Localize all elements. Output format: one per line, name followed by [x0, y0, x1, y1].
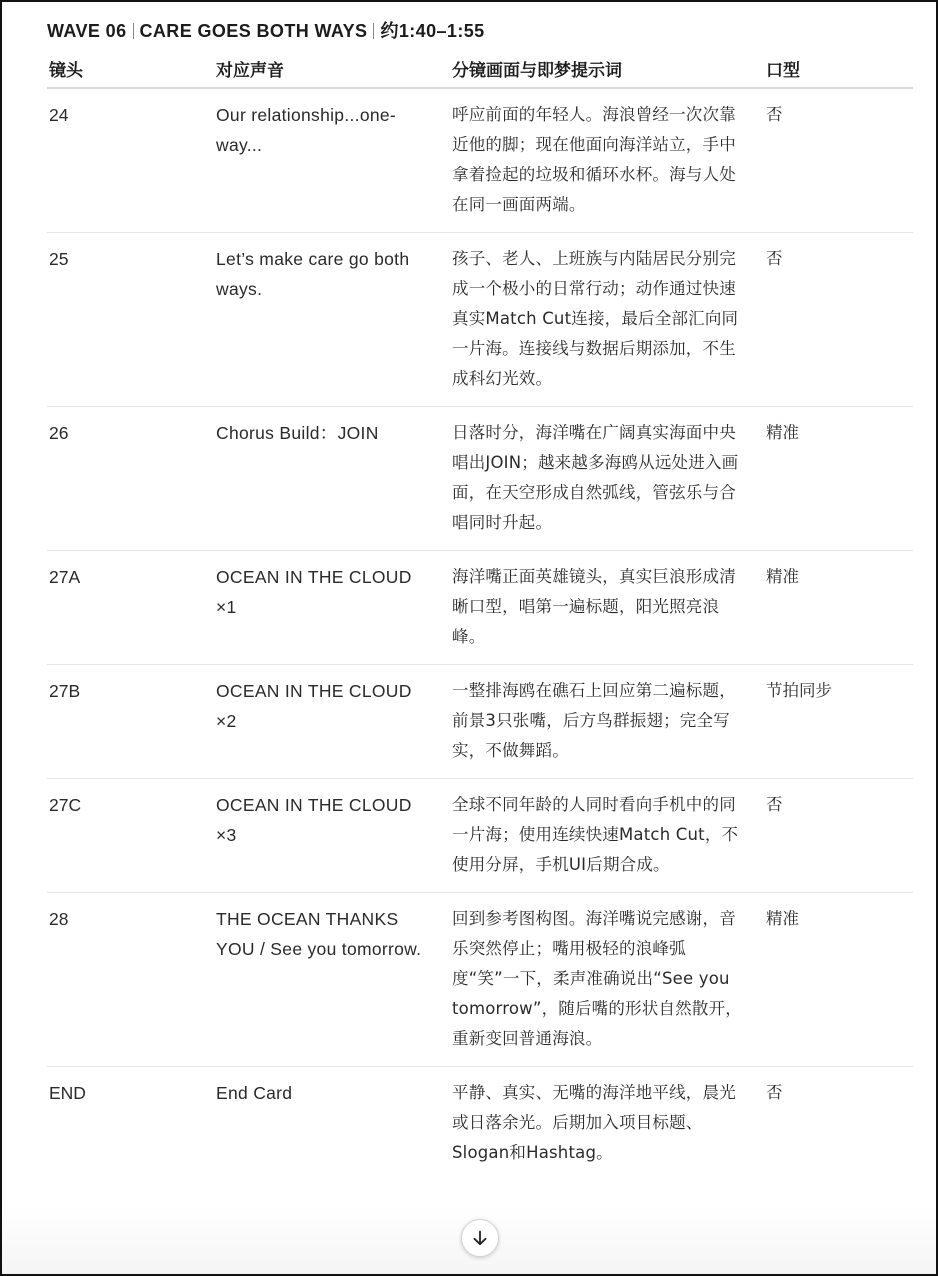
shot-cell: 25: [47, 233, 214, 407]
voice-cell: Our relationship...one-way...: [214, 88, 450, 233]
description-cell: 一整排海鸥在礁石上回应第二遍标题，前景3只张嘴，后方鸟群振翅；完全写实，不做舞蹈。: [450, 665, 764, 779]
voice-cell: OCEAN IN THE CLOUD ×1: [214, 551, 450, 665]
scroll-to-bottom-button[interactable]: [461, 1219, 499, 1257]
section-heading: [47, 16, 913, 46]
column-header-lipsync: 口型: [764, 52, 913, 88]
section-title: CARE GOES BOTH WAYS: [139, 21, 368, 41]
shot-cell: 27B: [47, 665, 214, 779]
shot-cell: END: [49, 1083, 86, 1103]
lipsync-cell: 节拍同步: [764, 665, 913, 779]
column-header-description: 分镜画面与即梦提示词: [450, 52, 764, 88]
shot-cell: 26: [47, 407, 214, 551]
table-row: [47, 551, 913, 665]
column-header-voice: 对应声音: [214, 52, 450, 88]
lipsync-cell: 精准: [764, 551, 913, 665]
lipsync-cell: 否: [766, 1083, 783, 1102]
table-row: [47, 407, 913, 551]
column-header-shot: 镜头: [47, 52, 214, 88]
lipsync-cell: 否: [764, 233, 913, 407]
voice-cell: THE OCEAN THANKS YOU / See you tomorrow.: [214, 893, 450, 1067]
table-row: [47, 893, 913, 1067]
shot-cell: 27A: [47, 551, 214, 665]
lipsync-cell: 否: [764, 779, 913, 893]
description-cell: 平静、真实、无嘴的海洋地平线，晨光或日落余光。后期加入项目标题、Slogan和Hashtag。: [452, 1083, 736, 1162]
shot-cell: 27C: [47, 779, 214, 893]
table-row: [47, 233, 913, 407]
voice-cell: Chorus Build：JOIN: [214, 407, 450, 551]
table-header-row: [47, 52, 913, 88]
shot-cell: 24: [47, 88, 214, 233]
heading-divider: [373, 23, 374, 39]
description-cell: 回到参考图构图。海洋嘴说完感谢，音乐突然停止；嘴用极轻的浪峰弧度“笑”一下，柔声准确说出“See you tomorrow”，随后嘴的形状自然散开，重新变回普通海浪。: [450, 893, 764, 1067]
document-content: [47, 16, 913, 1180]
voice-cell: OCEAN IN THE CLOUD ×3: [214, 779, 450, 893]
description-cell: 呼应前面的年轻人。海浪曾经一次次靠近他的脚；现在他面向海洋站立，手中拿着捡起的垃圾和循环水杯。海与人处在同一画面两端。: [450, 88, 764, 233]
description-cell: 海洋嘴正面英雄镜头，真实巨浪形成清晰口型，唱第一遍标题，阳光照亮浪峰。: [450, 551, 764, 665]
voice-cell: End Card: [216, 1083, 293, 1103]
table-row: [47, 779, 913, 893]
wave-label: WAVE 06: [47, 21, 127, 41]
table-row: [47, 665, 913, 779]
storyboard-table: [47, 52, 913, 1180]
voice-cell: OCEAN IN THE CLOUD ×2: [214, 665, 450, 779]
arrow-down-icon: [471, 1229, 489, 1247]
voice-cell: Let’s make care go both ways.: [214, 233, 450, 407]
lipsync-cell: 否: [764, 88, 913, 233]
description-cell: 孩子、老人、上班族与内陆居民分别完成一个极小的日常行动；动作通过快速真实Match Cut连接，最后全部汇向同一片海。连接线与数据后期添加，不生成科幻光效。: [450, 233, 764, 407]
table-row: [47, 88, 913, 233]
time-range: 约1:40–1:55: [380, 21, 485, 41]
shot-cell: 28: [47, 893, 214, 1067]
description-cell: 全球不同年龄的人同时看向手机中的同一片海；使用连续快速Match Cut，不使用分屏，手机UI后期合成。: [450, 779, 764, 893]
lipsync-cell: 精准: [764, 407, 913, 551]
heading-divider: [133, 23, 134, 39]
description-cell: 日落时分，海洋嘴在广阔真实海面中央唱出JOIN；越来越多海鸥从远处进入画面，在天空形成自然弧线，管弦乐与合唱同时升起。: [450, 407, 764, 551]
lipsync-cell: 精准: [764, 893, 913, 1067]
table-row: [47, 1067, 913, 1181]
